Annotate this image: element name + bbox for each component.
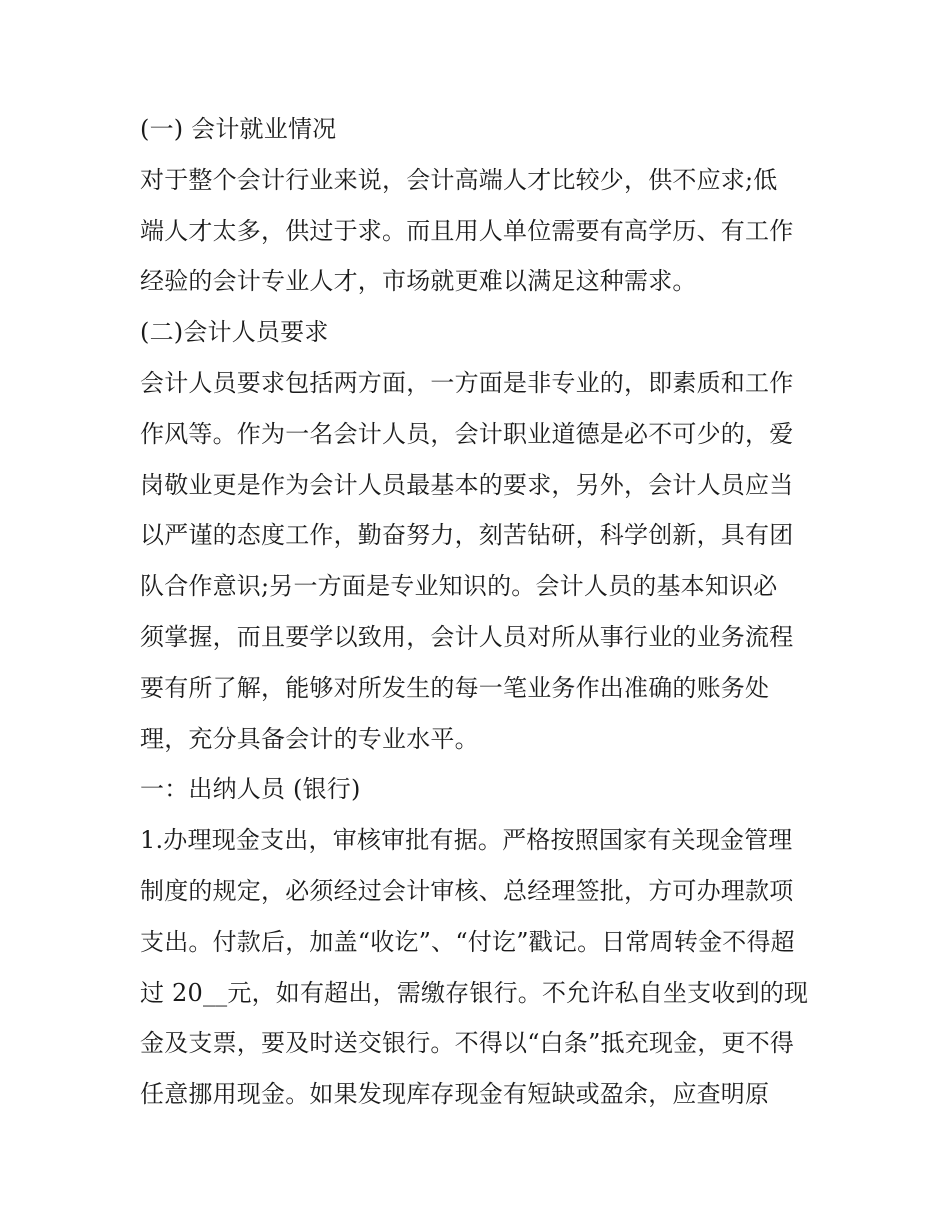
section-heading: (二)会计人员要求: [140, 318, 329, 347]
document-body: [140, 104, 820, 1120]
section-heading: (一) 会计就业情况: [140, 115, 337, 143]
paragraph-line: 支出。付款后，加盖“收讫”、“付讫”戳记。日常周转金不得超: [140, 927, 795, 956]
paragraph-line: 任意挪用现金。如果发现库存现金有短缺或盈余，应查明原: [140, 1080, 770, 1109]
paragraph-line: 以严谨的态度工作，勤奋努力，刻苦钻研，科学创新，具有团: [140, 521, 794, 550]
paragraph-line: 金及支票，要及时送交银行。不得以“白条”抵充现金，更不得: [140, 1029, 795, 1058]
paragraph-line: 须掌握，而且要学以致用，会计人员对所从事行业的业务流程: [140, 622, 794, 651]
paragraph-line: 1.办理现金支出，审核审批有据。严格按照国家有关现金管理: [140, 826, 793, 855]
section-heading: 一：出纳人员 (银行): [140, 775, 361, 804]
paragraph-line: 对于整个会计行业来说，会计高端人才比较少，供不应求;低: [140, 165, 778, 194]
paragraph-line: 作风等。作为一名会计人员，会计职业道德是必不可少的，爱: [140, 419, 794, 448]
paragraph-line: 过 20__元，如有超出，需缴存银行。不允许私自坐支收到的现: [140, 978, 809, 1007]
paragraph-line: 岗敬业更是作为会计人员最基本的要求，另外，会计人员应当: [140, 470, 794, 499]
paragraph-line: 制度的规定，必须经过会计审核、总经理签批，方可办理款项: [140, 876, 794, 905]
paragraph-line: 端人才太多，供过于求。而且用人单位需要有高学历、有工作: [140, 216, 794, 245]
paragraph-line: 经验的会计专业人才，市场就更难以满足这种需求。: [140, 267, 697, 296]
paragraph-line: 会计人员要求包括两方面，一方面是非专业的，即素质和工作: [140, 368, 794, 397]
paragraph-line: 要有所了解，能够对所发生的每一笔业务作出准确的账务处: [140, 673, 770, 702]
paragraph-line: 理，充分具备会计的专业水平。: [140, 724, 479, 753]
paragraph-line: 队合作意识;另一方面是专业知识的。会计人员的基本知识必: [140, 572, 778, 601]
